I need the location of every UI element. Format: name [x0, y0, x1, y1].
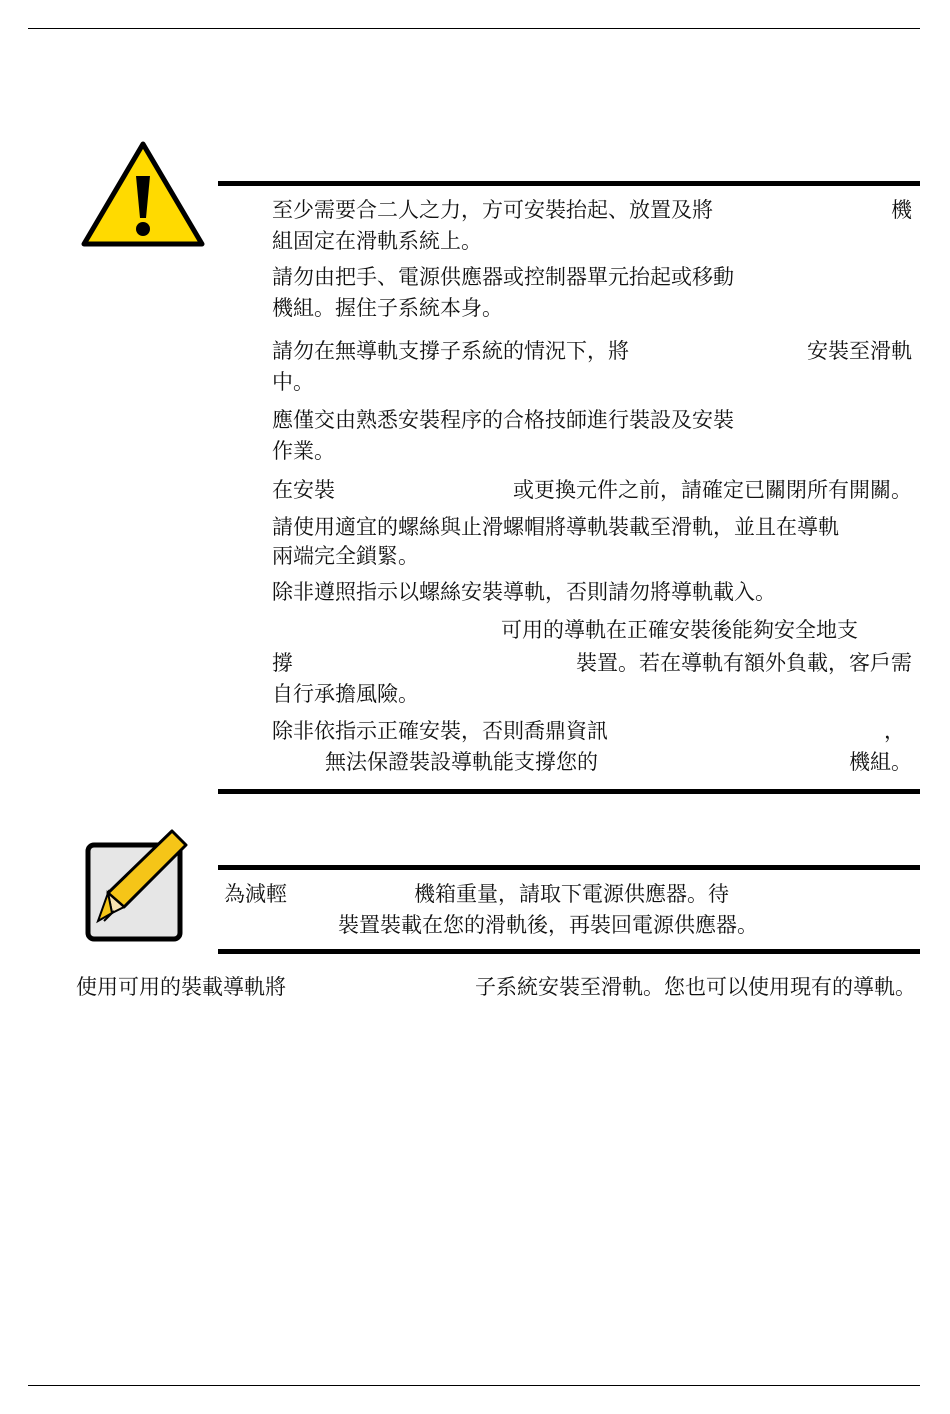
caution-text: 作業。: [272, 439, 335, 463]
caution-text: 或更換元件之前，請確定已關閉所有開關。: [513, 478, 912, 502]
caution-text: 機組。: [849, 750, 912, 774]
caution-item: [272, 577, 912, 608]
body-text: 使用可用的裝載導軌將: [76, 975, 286, 999]
caution-text: 裝置。若在導軌有額外負載，客戶需: [576, 651, 912, 675]
caution-item: [272, 512, 912, 574]
note-bottom-rule: [218, 949, 920, 954]
caution-text: 除非遵照指示以螺絲安裝導軌，否則請勿將導軌載入。: [272, 580, 776, 604]
caution-text: 請勿在無導軌支撐子系統的情況下，將: [272, 339, 629, 363]
note-text: [224, 879, 824, 941]
caution-text: 請勿由把手、電源供應器或控制器單元抬起或移動: [272, 265, 734, 289]
caution-text: ，: [884, 719, 905, 743]
caution-item: [272, 475, 912, 506]
body-text: 子系統安裝至滑軌。您也可以使用現有的導軌。: [475, 975, 916, 999]
pencil-note-icon: [82, 823, 198, 945]
caution-item: [272, 615, 912, 708]
note-block: [0, 815, 950, 960]
caution-text: 撐: [272, 651, 293, 675]
caution-text: 至少需要合二人之力，方可安裝抬起、放置及將: [272, 198, 713, 222]
note-text-part: 裝置裝載在您的滑軌後，再裝回電源供應器。: [338, 913, 758, 937]
caution-text: 無法保證裝設導軌能支撐您的: [325, 750, 598, 774]
caution-text: 組固定在滑軌系統上。: [272, 229, 482, 253]
caution-item: [272, 716, 912, 778]
caution-item: [272, 262, 912, 324]
caution-item: [272, 336, 912, 398]
caution-text: 除非依指示正確安裝，否則喬鼎資訊: [272, 719, 608, 743]
body-paragraph: [76, 972, 916, 1003]
caution-top-rule: [218, 181, 920, 186]
caution-text: 自行承擔風險。: [272, 682, 419, 706]
caution-bottom-rule: [218, 789, 920, 794]
caution-text: 應僅交由熟悉安裝程序的合格技師進行裝設及安裝: [272, 408, 734, 432]
caution-text: 安裝至滑軌: [807, 339, 912, 363]
note-text-part: 為減輕: [224, 882, 287, 906]
caution-text: 兩端完全鎖緊。: [272, 544, 419, 568]
caution-text: 在安裝: [272, 478, 335, 502]
caution-text: 機: [891, 198, 912, 222]
footer-rule: [28, 1385, 920, 1386]
caution-item: [272, 195, 912, 257]
caution-text: 中。: [272, 370, 314, 394]
caution-text: 機組。握住子系統本身。: [272, 296, 503, 320]
caution-text: 可用的導軌在正確安裝後能夠安全地支: [501, 618, 858, 642]
note-top-rule: [218, 865, 920, 870]
note-text-part: 機箱重量，請取下電源供應器。待: [414, 882, 729, 906]
caution-text: 請使用適宜的螺絲與止滑螺帽將導軌裝載至滑軌，並且在導軌: [272, 515, 839, 539]
caution-item: [272, 405, 912, 467]
warning-triangle-icon: [80, 140, 206, 248]
